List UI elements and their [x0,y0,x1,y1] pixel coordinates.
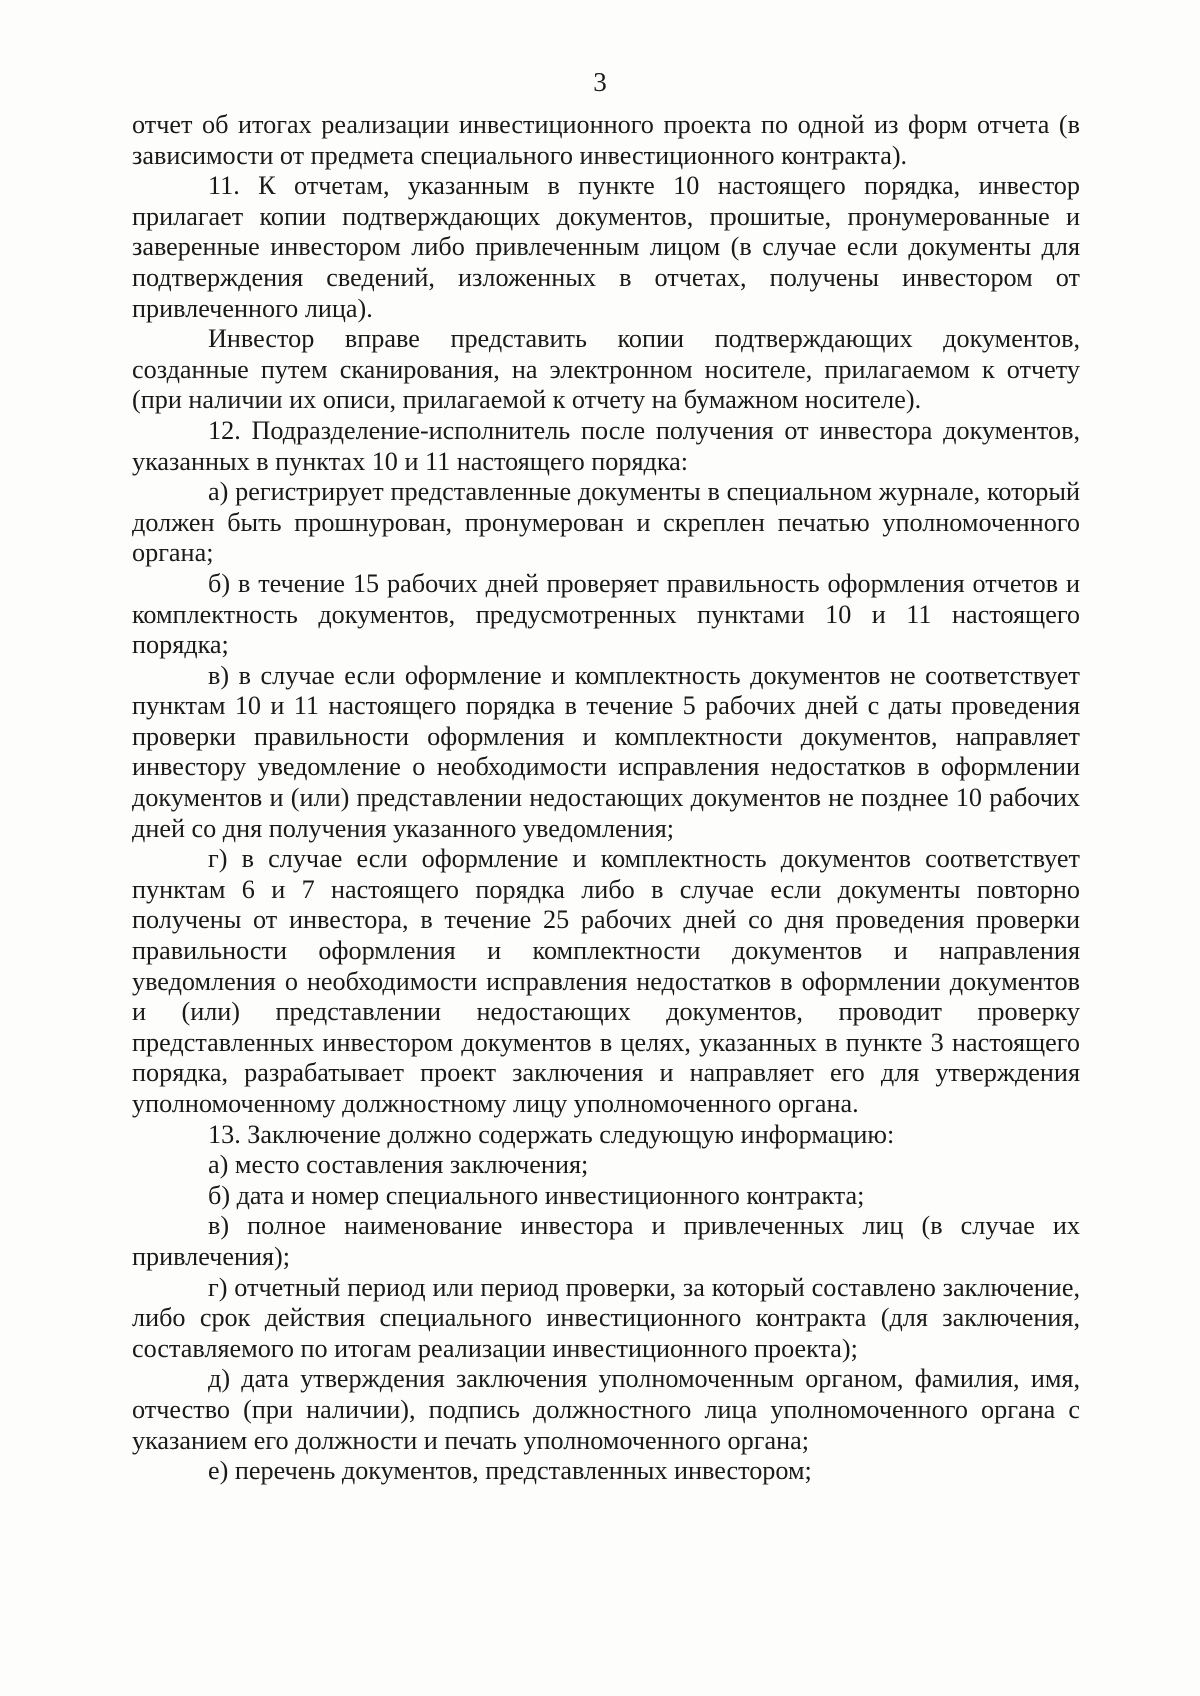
paragraph-item-11: 11. К отчетам, указанным в пункте 10 настоящего порядка, инвестор прилагает копии подтверждающих документов, прошитые, пронумерованные и заверенные инвестором либо привлеченным лицом (в случае если документы для подтверждения сведений, изложенных в отчетах, получены инвестором от привлеченного лица). [132,171,1080,323]
paragraph-item-13-e: е) перечень документов, представленных инвестором; [208,1456,812,1486]
paragraph-item-12-v: в) в случае если оформление и комплектность документов не соответствует пунктам 10 и 11 настоящего порядка в течение 5 рабочих дней с даты проведения проверки правильности оформления и комплектности документов, направляет инвестору уведомление о необходимости исправления недостатков в оформлении документов и (или) представлении недостающих документов не позднее 10 рабочих дней со дня получения указанного уведомления; [132,660,1080,843]
paragraph-report-continuation: отчет об итогах реализации инвестиционного проекта по одной из форм отчета (в зависимости от предмета специального инвестиционного контракта). [132,110,1080,170]
paragraph-item-12-g: г) в случае если оформление и комплектность документов соответствует пунктам 6 и 7 настоящего порядка либо в случае если документы повторно получены от инвестора, в течение 25 рабочих дней со дня проведения проверки правильности оформления и комплектности документов и направления уведомления о необходимости исправления недостатков в оформлении документов и (или) представлении недостающих документов, проводит проверку представленных инвестором документов в целях, указанных в пункте 3 настоящего порядка, разрабатывает проект заключения и направляет его для утверждения уполномоченному должностному лицу уполномоченного органа. [132,844,1080,1118]
paragraph-item-13-b: б) дата и номер специального инвестиционного контракта; [208,1180,865,1210]
paragraph-item-13-d: д) дата утверждения заключения уполномоченным органом, фамилия, имя, отчество (при наличии), подпись должностного лица уполномоченного органа с указанием его должности и печать уполномоченного органа; [132,1364,1080,1455]
paragraph-item-13-v: в) полное наименование инвестора и привлеченных лиц (в случае их привлечения); [132,1211,1080,1271]
paragraph-item-12-a: а) регистрирует представленные документы в специальном журнале, который должен быть прошнурован, пронумерован и скреплен печатью уполномоченного органа; [132,477,1080,568]
document-body [132,110,1080,1487]
paragraph-item-12: 12. Подразделение-исполнитель после получения от инвестора документов, указанных в пунктах 10 и 11 настоящего порядка: [132,415,1080,476]
paragraph-item-13-g: г) отчетный период или период проверки, за который составлено заключение, либо срок действия специального инвестиционного контракта (для заключения, составляемого по итогам реализации инвестиционного проекта); [132,1272,1080,1363]
paragraph-item-13: 13. Заключение должно содержать следующую информацию: [208,1119,895,1149]
paragraph-investor-copies: Инвестор вправе представить копии подтверждающих документов, созданные путем сканирования, на электронном носителе, прилагаемом к отчету (при наличии их описи, прилагаемой к отчету на бумажном носителе). [132,324,1080,415]
paragraph-item-12-b: б) в течение 15 рабочих дней проверяет правильность оформления отчетов и комплектность документов, предусмотренных пунктами 10 и 11 настоящего порядка; [132,568,1080,660]
page-number: 3 [593,67,607,97]
paragraph-item-13-a: а) место составления заключения; [208,1150,589,1180]
